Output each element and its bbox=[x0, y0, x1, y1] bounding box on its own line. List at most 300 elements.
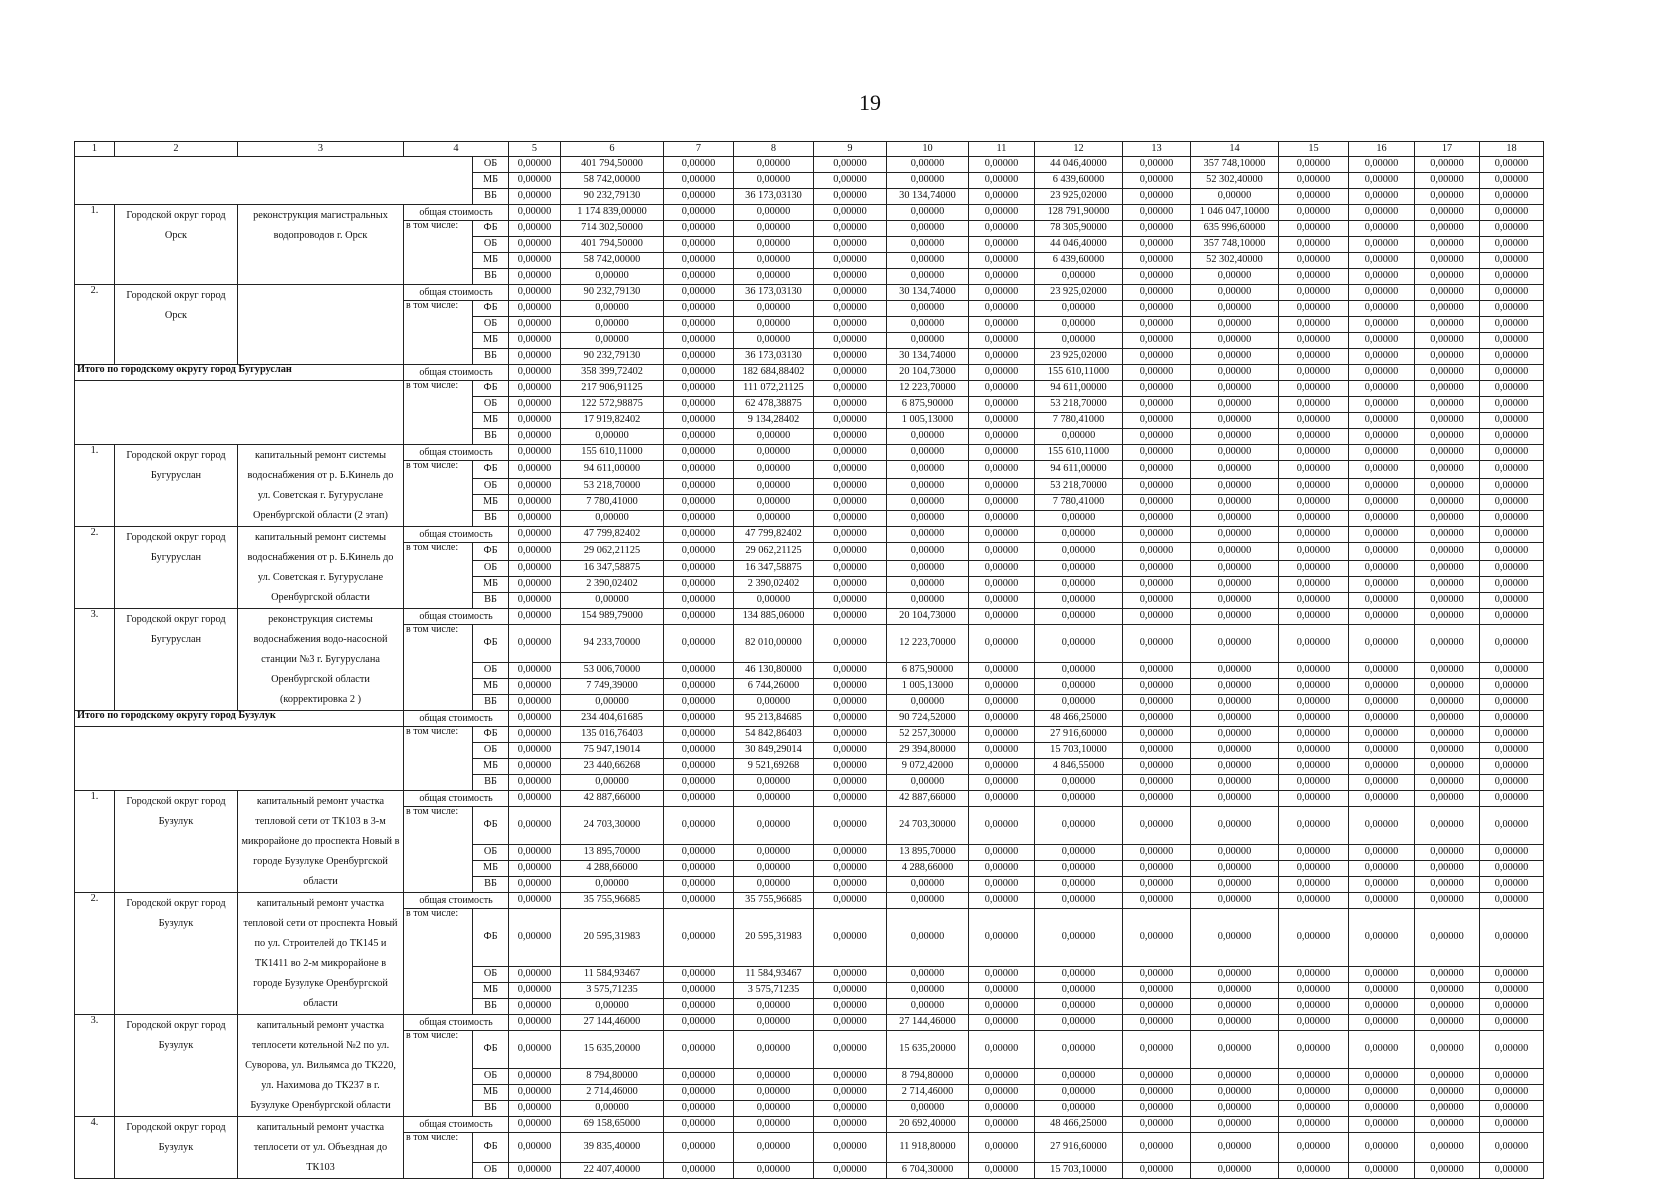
value-cell: 0,00000 bbox=[814, 561, 887, 577]
column-header: 6 bbox=[561, 142, 664, 157]
value-cell: 0,00000 bbox=[664, 727, 734, 743]
value-cell: 0,00000 bbox=[664, 893, 734, 909]
value-cell: 0,00000 bbox=[887, 221, 969, 237]
value-cell: 0,00000 bbox=[1415, 301, 1480, 317]
item-number: 3. bbox=[75, 1015, 115, 1117]
column-header: 15 bbox=[1279, 142, 1349, 157]
column-header: 7 bbox=[664, 142, 734, 157]
fund-code: ФБ bbox=[473, 543, 509, 561]
value-cell: 0,00000 bbox=[1035, 999, 1123, 1015]
value-cell: 0,00000 bbox=[1279, 381, 1349, 397]
value-cell: 0,00000 bbox=[1123, 349, 1191, 365]
value-cell: 0,00000 bbox=[1349, 967, 1415, 983]
value-cell: 0,00000 bbox=[1279, 1117, 1349, 1133]
value-cell: 0,00000 bbox=[664, 909, 734, 967]
value-cell: 0,00000 bbox=[734, 861, 814, 877]
value-cell: 0,00000 bbox=[509, 711, 561, 727]
column-header: 11 bbox=[969, 142, 1035, 157]
value-cell: 46 130,80000 bbox=[734, 663, 814, 679]
value-cell: 0,00000 bbox=[1480, 807, 1544, 845]
value-cell: 0,00000 bbox=[1415, 1117, 1480, 1133]
value-cell: 0,00000 bbox=[1035, 695, 1123, 711]
value-cell: 0,00000 bbox=[969, 861, 1035, 877]
value-cell: 0,00000 bbox=[887, 893, 969, 909]
value-cell: 0,00000 bbox=[1480, 1117, 1544, 1133]
total-cost-label: общая стоимость bbox=[404, 893, 509, 909]
value-cell: 635 996,60000 bbox=[1191, 221, 1279, 237]
value-cell: 0,00000 bbox=[509, 543, 561, 561]
value-cell: 0,00000 bbox=[969, 1117, 1035, 1133]
value-cell: 1 046 047,10000 bbox=[1191, 205, 1279, 221]
value-cell: 0,00000 bbox=[969, 495, 1035, 511]
value-cell: 0,00000 bbox=[887, 983, 969, 999]
fund-code: ОБ bbox=[473, 1069, 509, 1085]
value-cell: 0,00000 bbox=[1279, 269, 1349, 285]
value-cell: 0,00000 bbox=[969, 893, 1035, 909]
value-cell: 48 466,25000 bbox=[1035, 1117, 1123, 1133]
value-cell: 0,00000 bbox=[814, 593, 887, 609]
value-cell: 0,00000 bbox=[561, 333, 664, 349]
value-cell: 0,00000 bbox=[734, 791, 814, 807]
value-cell: 0,00000 bbox=[734, 157, 814, 173]
value-cell: 0,00000 bbox=[1191, 495, 1279, 511]
column-header: 9 bbox=[814, 142, 887, 157]
value-cell: 0,00000 bbox=[887, 445, 969, 461]
value-cell: 0,00000 bbox=[1279, 333, 1349, 349]
value-cell: 0,00000 bbox=[1349, 609, 1415, 625]
value-cell: 0,00000 bbox=[1191, 285, 1279, 301]
value-cell: 0,00000 bbox=[1035, 983, 1123, 999]
value-cell: 52 302,40000 bbox=[1191, 173, 1279, 189]
municipality-name: Городской округ город Бузулук bbox=[115, 893, 238, 1015]
value-cell: 8 794,80000 bbox=[561, 1069, 664, 1085]
value-cell: 0,00000 bbox=[1415, 775, 1480, 791]
value-cell: 30 134,74000 bbox=[887, 349, 969, 365]
value-cell: 0,00000 bbox=[1035, 429, 1123, 445]
value-cell: 90 232,79130 bbox=[561, 349, 664, 365]
value-cell: 78 305,90000 bbox=[1035, 221, 1123, 237]
value-cell: 0,00000 bbox=[664, 711, 734, 727]
value-cell: 0,00000 bbox=[734, 1117, 814, 1133]
value-cell: 0,00000 bbox=[1123, 189, 1191, 205]
table-row bbox=[75, 1015, 1544, 1031]
value-cell: 29 394,80000 bbox=[887, 743, 969, 759]
value-cell: 0,00000 bbox=[734, 1133, 814, 1163]
value-cell: 0,00000 bbox=[1279, 743, 1349, 759]
value-cell: 15 703,10000 bbox=[1035, 743, 1123, 759]
value-cell: 0,00000 bbox=[1123, 893, 1191, 909]
value-cell: 0,00000 bbox=[1349, 861, 1415, 877]
value-cell: 0,00000 bbox=[1480, 759, 1544, 775]
value-cell: 0,00000 bbox=[664, 775, 734, 791]
value-cell: 35 755,96685 bbox=[561, 893, 664, 909]
value-cell: 0,00000 bbox=[1415, 205, 1480, 221]
value-cell: 0,00000 bbox=[814, 893, 887, 909]
value-cell: 0,00000 bbox=[1191, 877, 1279, 893]
value-cell: 0,00000 bbox=[1035, 1085, 1123, 1101]
value-cell: 15 635,20000 bbox=[887, 1031, 969, 1069]
value-cell: 0,00000 bbox=[814, 1101, 887, 1117]
value-cell: 0,00000 bbox=[509, 381, 561, 397]
table-row bbox=[75, 365, 1544, 381]
value-cell: 0,00000 bbox=[1279, 775, 1349, 791]
value-cell: 0,00000 bbox=[509, 593, 561, 609]
value-cell: 0,00000 bbox=[1480, 967, 1544, 983]
fund-code: ОБ bbox=[473, 561, 509, 577]
value-cell: 0,00000 bbox=[814, 157, 887, 173]
value-cell: 0,00000 bbox=[1279, 845, 1349, 861]
value-cell: 0,00000 bbox=[814, 695, 887, 711]
value-cell: 0,00000 bbox=[1415, 711, 1480, 727]
value-cell: 0,00000 bbox=[509, 845, 561, 861]
value-cell: 0,00000 bbox=[664, 845, 734, 861]
value-cell: 0,00000 bbox=[887, 909, 969, 967]
value-cell: 0,00000 bbox=[1415, 1133, 1480, 1163]
value-cell: 0,00000 bbox=[969, 845, 1035, 861]
value-cell: 0,00000 bbox=[1035, 527, 1123, 543]
value-cell: 0,00000 bbox=[1123, 333, 1191, 349]
value-cell: 0,00000 bbox=[509, 1163, 561, 1179]
value-cell: 94 611,00000 bbox=[1035, 381, 1123, 397]
value-cell: 0,00000 bbox=[664, 461, 734, 479]
value-cell: 0,00000 bbox=[814, 317, 887, 333]
value-cell: 0,00000 bbox=[814, 221, 887, 237]
value-cell: 0,00000 bbox=[1279, 157, 1349, 173]
value-cell: 52 302,40000 bbox=[1191, 253, 1279, 269]
value-cell: 714 302,50000 bbox=[561, 221, 664, 237]
table-body bbox=[75, 142, 1544, 1179]
fund-code: ОБ bbox=[473, 1163, 509, 1179]
table-row bbox=[75, 727, 1544, 743]
value-cell: 0,00000 bbox=[1480, 1015, 1544, 1031]
value-cell: 0,00000 bbox=[1480, 983, 1544, 999]
value-cell: 0,00000 bbox=[1415, 349, 1480, 365]
value-cell: 6 439,60000 bbox=[1035, 253, 1123, 269]
value-cell: 217 906,91125 bbox=[561, 381, 664, 397]
value-cell: 0,00000 bbox=[814, 775, 887, 791]
value-cell: 0,00000 bbox=[1191, 727, 1279, 743]
value-cell: 47 799,82402 bbox=[734, 527, 814, 543]
value-cell: 35 755,96685 bbox=[734, 893, 814, 909]
value-cell: 0,00000 bbox=[734, 461, 814, 479]
value-cell: 0,00000 bbox=[1191, 413, 1279, 429]
value-cell: 0,00000 bbox=[1279, 625, 1349, 663]
value-cell: 0,00000 bbox=[509, 413, 561, 429]
value-cell: 0,00000 bbox=[1415, 1015, 1480, 1031]
fund-code: ВБ bbox=[473, 269, 509, 285]
value-cell: 0,00000 bbox=[1123, 1133, 1191, 1163]
continuation-cell bbox=[75, 157, 473, 205]
column-header: 17 bbox=[1415, 142, 1480, 157]
value-cell: 0,00000 bbox=[814, 269, 887, 285]
value-cell: 0,00000 bbox=[814, 365, 887, 381]
value-cell: 0,00000 bbox=[1191, 365, 1279, 381]
including-label: в том числе: bbox=[404, 301, 473, 365]
value-cell: 0,00000 bbox=[814, 253, 887, 269]
value-cell: 0,00000 bbox=[969, 695, 1035, 711]
value-cell: 0,00000 bbox=[1279, 285, 1349, 301]
value-cell: 0,00000 bbox=[887, 333, 969, 349]
value-cell: 0,00000 bbox=[1349, 1031, 1415, 1069]
value-cell: 0,00000 bbox=[1480, 695, 1544, 711]
item-number: 2. bbox=[75, 527, 115, 609]
value-cell: 0,00000 bbox=[814, 381, 887, 397]
value-cell: 0,00000 bbox=[1279, 479, 1349, 495]
value-cell: 0,00000 bbox=[814, 413, 887, 429]
value-cell: 0,00000 bbox=[1191, 893, 1279, 909]
value-cell: 0,00000 bbox=[1349, 333, 1415, 349]
value-cell: 0,00000 bbox=[1480, 663, 1544, 679]
value-cell: 0,00000 bbox=[814, 791, 887, 807]
value-cell: 0,00000 bbox=[1349, 909, 1415, 967]
total-cost-label: общая стоимость bbox=[404, 365, 509, 381]
value-cell: 0,00000 bbox=[1035, 511, 1123, 527]
value-cell: 0,00000 bbox=[1480, 461, 1544, 479]
value-cell: 0,00000 bbox=[1191, 663, 1279, 679]
value-cell: 0,00000 bbox=[509, 221, 561, 237]
including-label: в том числе: bbox=[404, 807, 473, 893]
value-cell: 13 895,70000 bbox=[561, 845, 664, 861]
table-row bbox=[75, 445, 1544, 461]
value-cell: 0,00000 bbox=[509, 429, 561, 445]
value-cell: 357 748,10000 bbox=[1191, 237, 1279, 253]
column-header: 14 bbox=[1191, 142, 1279, 157]
value-cell: 0,00000 bbox=[1349, 365, 1415, 381]
value-cell: 0,00000 bbox=[1349, 413, 1415, 429]
value-cell: 0,00000 bbox=[1349, 775, 1415, 791]
value-cell: 0,00000 bbox=[1279, 237, 1349, 253]
fund-code: ФБ bbox=[473, 807, 509, 845]
value-cell: 0,00000 bbox=[1035, 609, 1123, 625]
value-cell: 0,00000 bbox=[1279, 561, 1349, 577]
value-cell: 0,00000 bbox=[1123, 663, 1191, 679]
value-cell: 4 846,55000 bbox=[1035, 759, 1123, 775]
value-cell: 0,00000 bbox=[1123, 593, 1191, 609]
value-cell: 0,00000 bbox=[1480, 543, 1544, 561]
value-cell: 58 742,00000 bbox=[561, 253, 664, 269]
item-number: 2. bbox=[75, 285, 115, 365]
value-cell: 0,00000 bbox=[1191, 845, 1279, 861]
value-cell: 23 925,02000 bbox=[1035, 285, 1123, 301]
value-cell: 20 104,73000 bbox=[887, 609, 969, 625]
value-cell: 0,00000 bbox=[734, 269, 814, 285]
value-cell: 0,00000 bbox=[734, 479, 814, 495]
value-cell: 0,00000 bbox=[1123, 1015, 1191, 1031]
value-cell: 6 875,90000 bbox=[887, 663, 969, 679]
value-cell: 7 749,39000 bbox=[561, 679, 664, 695]
value-cell: 0,00000 bbox=[969, 333, 1035, 349]
total-title: Итого по городскому округу город Бугуруслан bbox=[75, 365, 404, 381]
including-label: в том числе: bbox=[404, 221, 473, 285]
value-cell: 94 233,70000 bbox=[561, 625, 664, 663]
value-cell: 0,00000 bbox=[1279, 679, 1349, 695]
value-cell: 0,00000 bbox=[509, 285, 561, 301]
value-cell: 0,00000 bbox=[1480, 317, 1544, 333]
municipality-name: Городской округ город Орск bbox=[115, 285, 238, 365]
value-cell: 0,00000 bbox=[969, 727, 1035, 743]
value-cell: 0,00000 bbox=[969, 909, 1035, 967]
municipality-name: Городской округ город Бузулук bbox=[115, 791, 238, 893]
value-cell: 357 748,10000 bbox=[1191, 157, 1279, 173]
value-cell: 0,00000 bbox=[734, 695, 814, 711]
value-cell: 0,00000 bbox=[814, 807, 887, 845]
value-cell: 0,00000 bbox=[1279, 999, 1349, 1015]
table-row bbox=[75, 893, 1544, 909]
value-cell: 0,00000 bbox=[1415, 1069, 1480, 1085]
table-row bbox=[75, 157, 1544, 173]
value-cell: 0,00000 bbox=[1191, 625, 1279, 663]
value-cell: 0,00000 bbox=[561, 301, 664, 317]
value-cell: 0,00000 bbox=[1480, 893, 1544, 909]
value-cell: 0,00000 bbox=[664, 1085, 734, 1101]
value-cell: 0,00000 bbox=[814, 743, 887, 759]
column-header: 18 bbox=[1480, 142, 1544, 157]
value-cell: 0,00000 bbox=[814, 495, 887, 511]
value-cell: 0,00000 bbox=[887, 173, 969, 189]
item-number: 1. bbox=[75, 205, 115, 285]
value-cell: 0,00000 bbox=[509, 577, 561, 593]
value-cell: 0,00000 bbox=[1279, 695, 1349, 711]
value-cell: 0,00000 bbox=[1191, 679, 1279, 695]
value-cell: 0,00000 bbox=[1123, 1101, 1191, 1117]
value-cell: 0,00000 bbox=[1415, 861, 1480, 877]
value-cell: 0,00000 bbox=[1279, 1069, 1349, 1085]
value-cell: 0,00000 bbox=[1035, 543, 1123, 561]
value-cell: 0,00000 bbox=[509, 695, 561, 711]
value-cell: 0,00000 bbox=[969, 1015, 1035, 1031]
value-cell: 0,00000 bbox=[664, 381, 734, 397]
project-description: капитальный ремонт участка тепловой сети от ТК103 в 3-м микрорайоне до проспекта Новый в городе Бузулуке Оренбургской области bbox=[238, 791, 404, 893]
value-cell: 0,00000 bbox=[1415, 743, 1480, 759]
value-cell: 0,00000 bbox=[1279, 663, 1349, 679]
value-cell: 0,00000 bbox=[1279, 301, 1349, 317]
municipality-name: Городской округ город Бугуруслан bbox=[115, 445, 238, 527]
value-cell: 0,00000 bbox=[509, 663, 561, 679]
value-cell: 0,00000 bbox=[561, 775, 664, 791]
value-cell: 0,00000 bbox=[1279, 727, 1349, 743]
value-cell: 0,00000 bbox=[1279, 429, 1349, 445]
value-cell: 0,00000 bbox=[887, 1101, 969, 1117]
value-cell: 0,00000 bbox=[509, 679, 561, 695]
value-cell: 0,00000 bbox=[1279, 221, 1349, 237]
value-cell: 0,00000 bbox=[1349, 253, 1415, 269]
value-cell: 11 918,80000 bbox=[887, 1133, 969, 1163]
value-cell: 0,00000 bbox=[1035, 861, 1123, 877]
fund-code: ВБ bbox=[473, 695, 509, 711]
value-cell: 0,00000 bbox=[664, 173, 734, 189]
value-cell: 0,00000 bbox=[1349, 1069, 1415, 1085]
value-cell: 0,00000 bbox=[1279, 413, 1349, 429]
value-cell: 0,00000 bbox=[1123, 1085, 1191, 1101]
fund-code: МБ bbox=[473, 253, 509, 269]
value-cell: 0,00000 bbox=[1415, 173, 1480, 189]
value-cell: 0,00000 bbox=[1279, 593, 1349, 609]
value-cell: 0,00000 bbox=[1415, 543, 1480, 561]
value-cell: 0,00000 bbox=[1123, 577, 1191, 593]
value-cell: 0,00000 bbox=[561, 593, 664, 609]
municipality-name: Городской округ город Орск bbox=[115, 205, 238, 285]
value-cell: 0,00000 bbox=[1480, 561, 1544, 577]
table-row bbox=[75, 1117, 1544, 1133]
value-cell: 0,00000 bbox=[1035, 845, 1123, 861]
value-cell: 0,00000 bbox=[1035, 1031, 1123, 1069]
fund-code: ОБ bbox=[473, 967, 509, 983]
value-cell: 0,00000 bbox=[887, 317, 969, 333]
value-cell: 0,00000 bbox=[1349, 593, 1415, 609]
value-cell: 0,00000 bbox=[1480, 333, 1544, 349]
value-cell: 0,00000 bbox=[1191, 775, 1279, 791]
table-row bbox=[75, 609, 1544, 625]
value-cell: 0,00000 bbox=[1415, 397, 1480, 413]
value-cell: 0,00000 bbox=[1480, 511, 1544, 527]
value-cell: 0,00000 bbox=[887, 205, 969, 221]
value-cell: 0,00000 bbox=[1480, 791, 1544, 807]
value-cell: 0,00000 bbox=[969, 625, 1035, 663]
value-cell: 0,00000 bbox=[969, 1101, 1035, 1117]
value-cell: 0,00000 bbox=[1415, 429, 1480, 445]
value-cell: 0,00000 bbox=[1349, 663, 1415, 679]
value-cell: 0,00000 bbox=[1480, 711, 1544, 727]
value-cell: 36 173,03130 bbox=[734, 349, 814, 365]
value-cell: 0,00000 bbox=[1123, 861, 1191, 877]
value-cell: 0,00000 bbox=[664, 269, 734, 285]
value-cell: 0,00000 bbox=[1480, 775, 1544, 791]
value-cell: 0,00000 bbox=[1279, 253, 1349, 269]
value-cell: 0,00000 bbox=[664, 495, 734, 511]
fund-code: МБ bbox=[473, 333, 509, 349]
municipality-name: Городской округ город Бузулук bbox=[115, 1015, 238, 1117]
value-cell: 0,00000 bbox=[509, 269, 561, 285]
value-cell: 30 134,74000 bbox=[887, 285, 969, 301]
value-cell: 13 895,70000 bbox=[887, 845, 969, 861]
value-cell: 0,00000 bbox=[1480, 625, 1544, 663]
value-cell: 52 257,30000 bbox=[887, 727, 969, 743]
value-cell: 0,00000 bbox=[1349, 1101, 1415, 1117]
value-cell: 0,00000 bbox=[1349, 743, 1415, 759]
value-cell: 0,00000 bbox=[969, 237, 1035, 253]
value-cell: 0,00000 bbox=[1279, 445, 1349, 461]
value-cell: 0,00000 bbox=[1035, 625, 1123, 663]
value-cell: 182 684,88402 bbox=[734, 365, 814, 381]
value-cell: 0,00000 bbox=[1480, 609, 1544, 625]
value-cell: 0,00000 bbox=[1191, 791, 1279, 807]
value-cell: 0,00000 bbox=[1480, 679, 1544, 695]
fund-code: ОБ bbox=[473, 397, 509, 413]
value-cell: 0,00000 bbox=[734, 333, 814, 349]
value-cell: 401 794,50000 bbox=[561, 157, 664, 173]
value-cell: 58 742,00000 bbox=[561, 173, 664, 189]
value-cell: 0,00000 bbox=[1480, 301, 1544, 317]
value-cell: 0,00000 bbox=[1191, 1031, 1279, 1069]
value-cell: 0,00000 bbox=[1191, 695, 1279, 711]
value-cell: 75 947,19014 bbox=[561, 743, 664, 759]
value-cell: 0,00000 bbox=[1279, 983, 1349, 999]
value-cell: 0,00000 bbox=[814, 511, 887, 527]
value-cell: 0,00000 bbox=[509, 759, 561, 775]
value-cell: 0,00000 bbox=[509, 527, 561, 543]
value-cell: 42 887,66000 bbox=[887, 791, 969, 807]
value-cell: 0,00000 bbox=[509, 1015, 561, 1031]
fund-code: МБ bbox=[473, 1085, 509, 1101]
value-cell: 1 174 839,00000 bbox=[561, 205, 664, 221]
value-cell: 0,00000 bbox=[969, 561, 1035, 577]
value-cell: 0,00000 bbox=[1415, 1101, 1480, 1117]
value-cell: 0,00000 bbox=[969, 397, 1035, 413]
value-cell: 27 144,46000 bbox=[561, 1015, 664, 1031]
value-cell: 0,00000 bbox=[1191, 967, 1279, 983]
value-cell: 234 404,61685 bbox=[561, 711, 664, 727]
value-cell: 0,00000 bbox=[1279, 397, 1349, 413]
